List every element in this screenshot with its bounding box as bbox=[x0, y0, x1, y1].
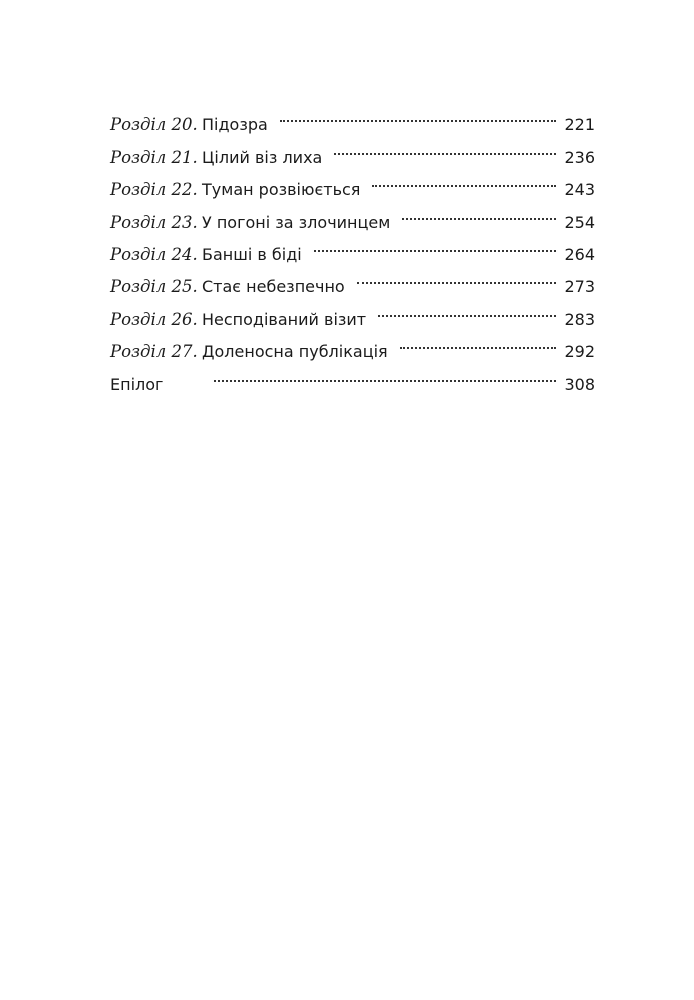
toc-entry-chapter-20[interactable] bbox=[110, 98, 595, 135]
chapter-number: Розділ 26. bbox=[110, 309, 198, 329]
page-number: 264 bbox=[564, 244, 595, 264]
chapter-title: Цілий віз лиха bbox=[202, 147, 323, 167]
page-number: 236 bbox=[564, 147, 595, 167]
dot-leader bbox=[280, 98, 557, 130]
page-number: 243 bbox=[564, 180, 595, 200]
chapter-number: Розділ 25. bbox=[110, 277, 198, 297]
toc-entry-chapter-25[interactable] bbox=[110, 260, 595, 297]
page-number: 292 bbox=[564, 342, 595, 362]
page-number: 283 bbox=[564, 309, 595, 329]
page-number: 273 bbox=[564, 277, 595, 297]
chapter-title: Підозра bbox=[202, 115, 268, 135]
toc-entry-chapter-22[interactable] bbox=[110, 163, 595, 200]
chapter-title: Стає небезпечно bbox=[202, 277, 345, 297]
toc-entry-chapter-24[interactable] bbox=[110, 228, 595, 264]
chapter-title: У погоні за злочинцем bbox=[202, 212, 391, 232]
chapter-number: Розділ 24. bbox=[110, 244, 198, 264]
chapter-title: Туман розвіюється bbox=[202, 180, 361, 200]
table-of-contents bbox=[110, 98, 595, 394]
toc-entry-chapter-23[interactable] bbox=[110, 195, 595, 232]
toc-entry-epilogue[interactable] bbox=[110, 357, 595, 394]
chapter-number: Розділ 21. bbox=[110, 147, 198, 167]
chapter-number: Розділ 22. bbox=[110, 180, 198, 200]
chapter-title: Несподіваний візит bbox=[202, 309, 367, 329]
chapter-title: Доленосна публікація bbox=[202, 342, 388, 362]
toc-entry-chapter-21[interactable] bbox=[110, 130, 595, 167]
epilogue-label: Епілог bbox=[110, 374, 164, 394]
dot-leader bbox=[402, 195, 556, 227]
dot-leader bbox=[334, 130, 556, 162]
chapter-number: Розділ 27. bbox=[110, 342, 198, 362]
toc-entry-chapter-27[interactable] bbox=[110, 325, 595, 362]
chapter-title: Банші в біді bbox=[202, 244, 302, 264]
page-number: 254 bbox=[564, 212, 595, 232]
page-number: 308 bbox=[564, 374, 595, 394]
chapter-number: Розділ 23. bbox=[110, 212, 198, 232]
dot-leader bbox=[357, 260, 557, 292]
chapter-number: Розділ 20. bbox=[110, 115, 198, 135]
dot-leader bbox=[400, 325, 557, 357]
dot-leader bbox=[314, 228, 557, 260]
dot-leader bbox=[378, 292, 556, 324]
toc-entry-chapter-26[interactable] bbox=[110, 292, 595, 329]
dot-leader bbox=[214, 357, 556, 389]
page-number: 221 bbox=[564, 115, 595, 135]
dot-leader bbox=[372, 163, 556, 195]
